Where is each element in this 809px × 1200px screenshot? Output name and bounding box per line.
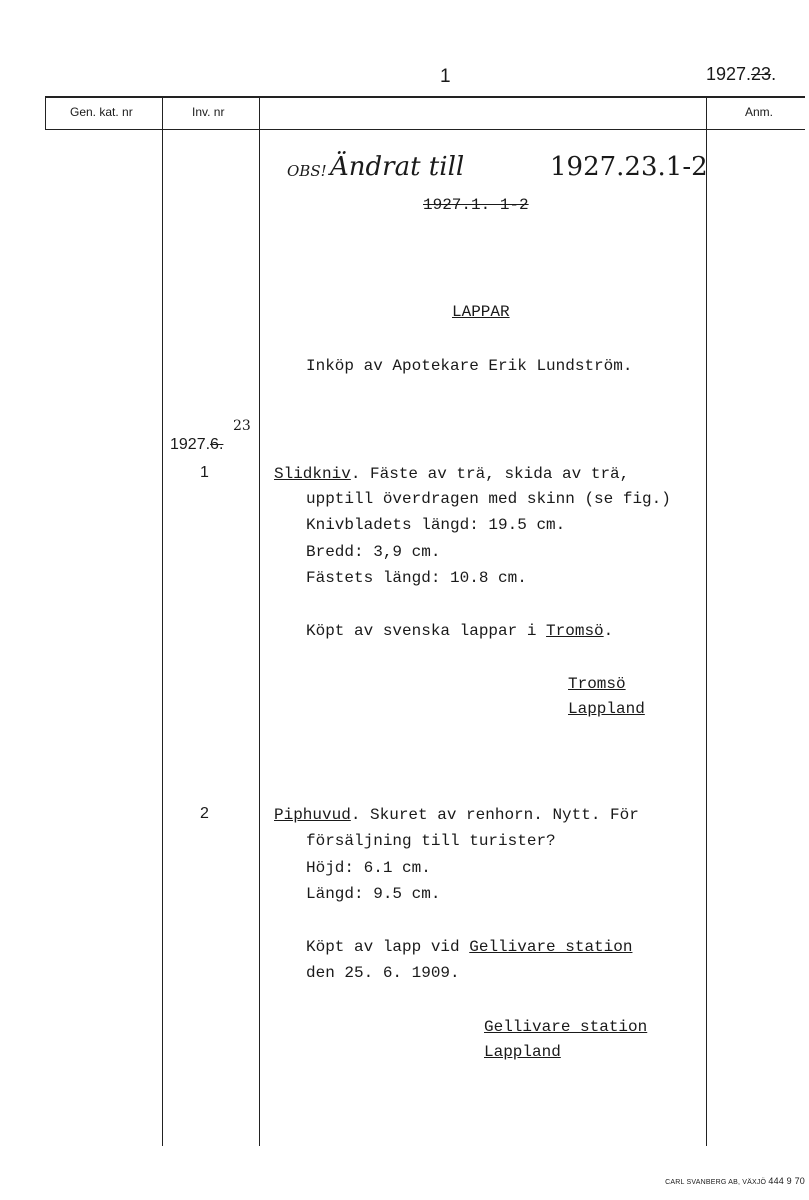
entry-2-purchase-place: Gellivare station xyxy=(469,938,633,956)
entry-2-line-1 xyxy=(274,806,639,824)
column-divider-1 xyxy=(162,96,163,1146)
entry-1-line-3: Knivbladets längd: 19.5 cm. xyxy=(306,516,566,534)
inventory-prefix-correction: 23 xyxy=(233,418,251,434)
column-divider-3 xyxy=(706,96,707,1146)
page-number: 1 xyxy=(440,66,451,87)
entry-1-inv: 1 xyxy=(200,464,209,481)
entry-2-location-2: Lappland xyxy=(484,1043,561,1061)
printer-name: CARL SVANBERG AB, VÄXJÖ xyxy=(665,1179,767,1186)
section-title: LAPPAR xyxy=(452,303,510,321)
header-bottom-rule xyxy=(45,129,805,130)
inventory-prefix-base: 1927. xyxy=(170,436,211,453)
column-anm: Anm. xyxy=(745,105,774,119)
column-divider-2 xyxy=(259,96,260,1146)
entry-2-purchase-prefix: Köpt av lapp vid xyxy=(306,938,470,956)
catalog-number-tail: . xyxy=(771,64,777,84)
inventory-prefix-struck: 6. xyxy=(210,436,224,453)
new-catalog-number: 1927.23.1-2 xyxy=(550,152,708,182)
entry-2-name: Piphuvud xyxy=(274,806,351,824)
entry-2-inv: 2 xyxy=(200,805,209,822)
left-border xyxy=(45,96,46,130)
changed-to-note: Ändrat till xyxy=(330,152,465,182)
entry-2-line-3: Höjd: 6.1 cm. xyxy=(306,859,431,877)
printer-footer xyxy=(665,1176,805,1186)
header-top-rule xyxy=(45,96,805,98)
entry-1-purchase-place: Tromsö xyxy=(546,622,604,640)
entry-1-location-2: Lappland xyxy=(568,700,645,718)
entry-2-purchase xyxy=(306,938,632,956)
entry-2-line-4: Längd: 9.5 cm. xyxy=(306,885,441,903)
entry-1-purchase-prefix: Köpt av svenska lappar i xyxy=(306,622,547,640)
entry-2-desc: . Skuret av renhorn. Nytt. För xyxy=(350,806,639,824)
catalog-number-suffix: 23 xyxy=(751,64,772,84)
entry-1-line-1 xyxy=(274,465,629,483)
catalog-number xyxy=(706,64,776,85)
entry-2-location-1: Gellivare station xyxy=(484,1018,648,1036)
entry-1-purchase xyxy=(306,622,613,640)
entry-1-line-4: Bredd: 3,9 cm. xyxy=(306,543,441,561)
entry-2-purchase-date: den 25. 6. 1909. xyxy=(306,964,460,982)
inventory-prefix xyxy=(170,436,223,454)
entry-1-purchase-suffix: . xyxy=(603,622,614,640)
entry-1-name: Slidkniv xyxy=(274,465,351,483)
entry-1-location-1: Tromsö xyxy=(568,675,626,693)
entry-1-desc: . Fäste av trä, skida av trä, xyxy=(350,465,630,483)
column-gen-kat-nr: Gen. kat. nr xyxy=(70,105,133,119)
obs-note: OBS! xyxy=(287,162,327,180)
acquisition-note: Inköp av Apotekare Erik Lundström. xyxy=(306,357,633,375)
entry-1-line-2: upptill överdragen med skinn (se fig.) xyxy=(306,490,671,508)
old-catalog-number: 1927.1. 1-2 xyxy=(423,196,529,214)
form-code: 444 9 70 xyxy=(768,1176,805,1186)
column-inv-nr: Inv. nr xyxy=(192,105,225,119)
entry-1-line-5: Fästets längd: 10.8 cm. xyxy=(306,569,527,587)
entry-2-line-2: försäljning till turister? xyxy=(306,832,556,850)
catalog-number-base: 1927. xyxy=(706,64,752,84)
